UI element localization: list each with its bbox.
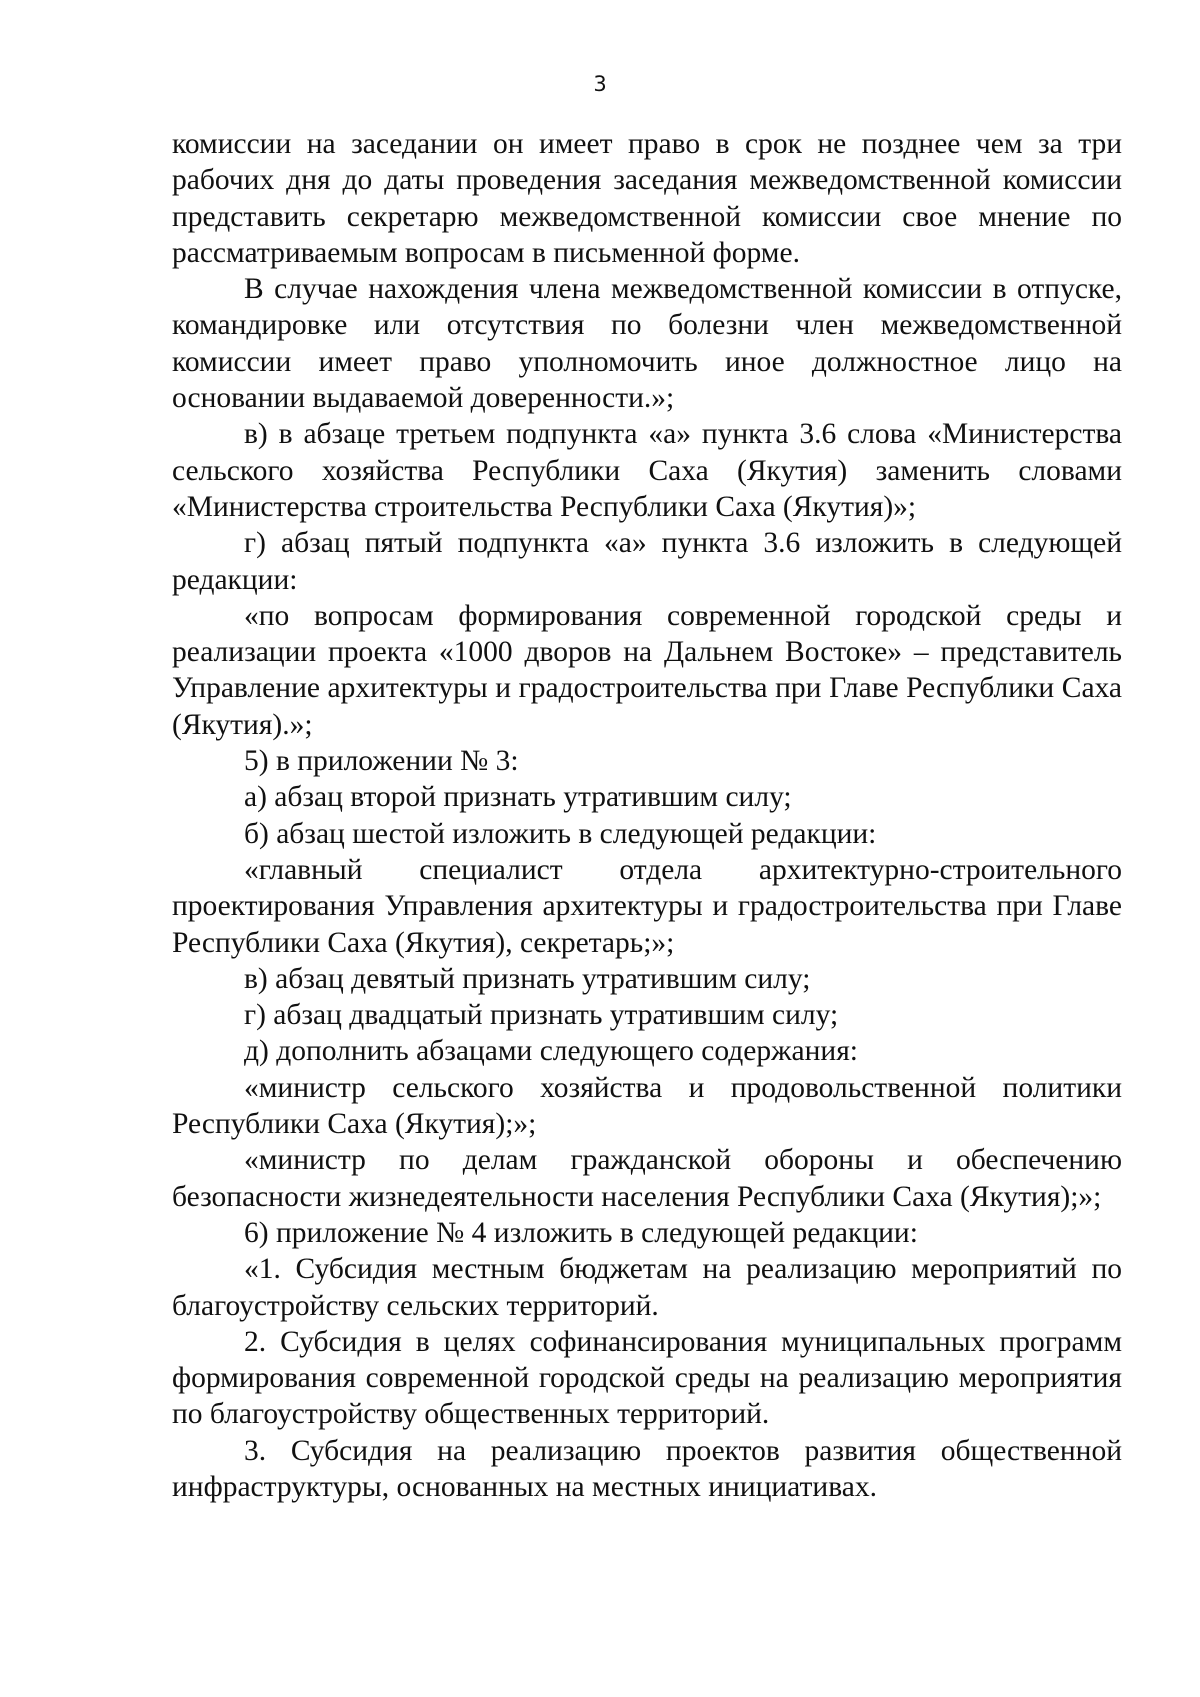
paragraph: 5) в приложении № 3: xyxy=(244,745,519,778)
paragraph: «министр сельского хозяйства и продовольственной политики Республики Саха (Якутия);»; xyxy=(172,1071,1122,1141)
paragraph: 3. Субсидия на реализацию проектов развития общественной инфраструктуры, основанных на местных инициативах. xyxy=(172,1434,1122,1503)
paragraph: в) в абзаце третьем подпункта «а» пункта 3.6 слова «Министерства сельского хозяйства Республики Саха (Якутия) заменить словами «Министерства строительства Республики Саха (Якутия)»; xyxy=(172,418,1122,523)
paragraph: «1. Субсидия местным бюджетам на реализацию мероприятий по благоустройству сельских территорий. xyxy=(172,1253,1122,1322)
paragraph: В случае нахождения члена межведомственной комиссии в отпуске, командировке или отсутствия по болезни член межведомственной комиссии имеет право уполномочить иное должностное лицо на основании выдаваемой доверенности.»; xyxy=(172,273,1122,415)
document-body xyxy=(172,126,1122,1505)
paragraph: г) абзац пятый подпункта «а» пункта 3.6 изложить в следующей редакции: xyxy=(172,527,1122,596)
paragraph: «по вопросам формирования современной городской среды и реализации проекта «1000 дворов на Дальнем Востоке» – представитель Управление архитектуры и градостроительства при Главе Республики Саха (Якутия).»; xyxy=(172,599,1122,741)
paragraph: комиссии на заседании он имеет право в срок не позднее чем за три рабочих дня до даты проведения заседания межведомственной комиссии представить секретарю межведомственной комиссии свое мнение по рассматриваемым вопросам в письменной форме. xyxy=(172,128,1122,269)
paragraph: б) абзац шестой изложить в следующей редакции: xyxy=(244,817,877,850)
paragraph: 6) приложение № 4 изложить в следующей редакции: xyxy=(244,1216,918,1249)
paragraph: г) абзац двадцатый признать утратившим силу; xyxy=(244,999,839,1032)
paragraph: а) абзац второй признать утратившим силу; xyxy=(244,781,792,814)
paragraph: «главный специалист отдела архитектурно-строительного проектирования Управления архитектуры и градостроительства при Главе Республики Саха (Якутия), секретарь;»; xyxy=(172,853,1122,959)
paragraph: в) абзац девятый признать утратившим силу; xyxy=(244,962,811,995)
paragraph: 2. Субсидия в целях софинансирования муниципальных программ формирования современной городской среды на реализацию мероприятия по благоустройству общественных территорий. xyxy=(172,1325,1122,1431)
page-number: 3 xyxy=(593,72,607,96)
paragraph: д) дополнить абзацами следующего содержания: xyxy=(244,1035,858,1068)
paragraph: «министр по делам гражданской обороны и обеспечению безопасности жизнедеятельности населения Республики Саха (Якутия);»; xyxy=(172,1144,1122,1213)
